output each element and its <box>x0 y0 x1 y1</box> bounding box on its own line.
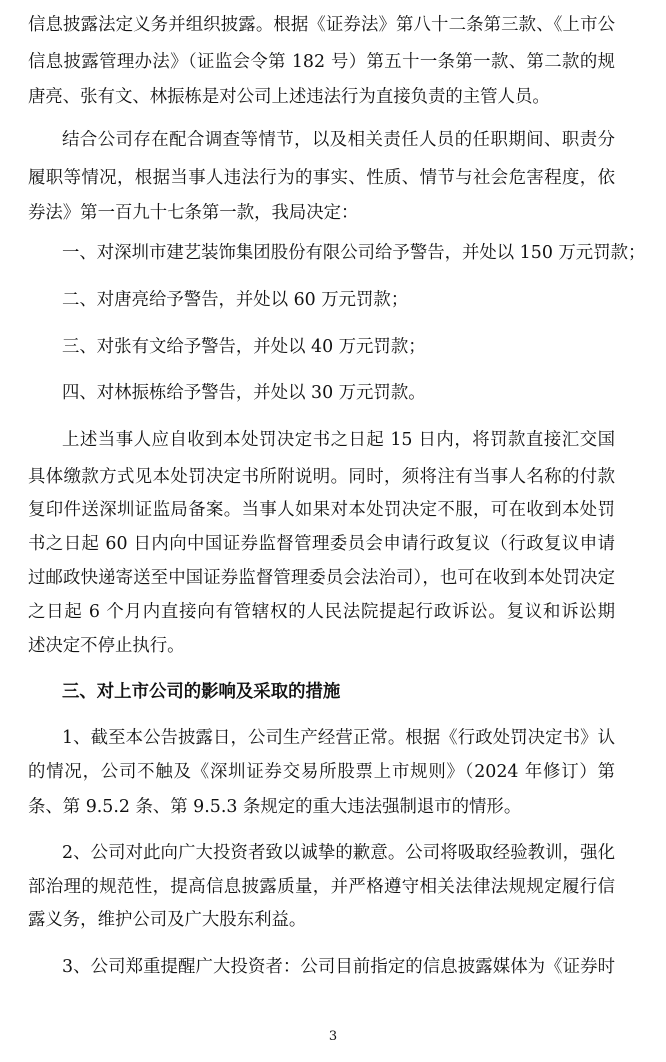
text-line: 信息披露管理办法》（证监会令第 182 号）第五十一条第一款、第二款的规 <box>28 52 615 72</box>
penalty-item: 一、对深圳市建艺装饰集团股份有限公司给予警告，并处以 150 万元罚款； <box>62 243 646 263</box>
text-line: 部治理的规范性，提高信息披露质量，并严格遵守相关法律法规规定履行信 <box>28 877 615 897</box>
penalty-item: 三、对张有文给予警告，并处以 40 万元罚款； <box>62 337 426 357</box>
text-line: 履职等情况，根据当事人违法行为的事实、性质、情节与社会危害程度，依 <box>28 168 615 188</box>
text-line: 之日起 6 个月内直接向有管辖权的人民法院提起行政诉讼。复议和诉讼期 <box>28 602 615 622</box>
text-line: 结合公司存在配合调查等情节，以及相关责任人员的任职期间、职责分 <box>62 130 615 150</box>
text-line: 书之日起 60 日内向中国证券监督管理委员会申请行政复议（行政复议申请 <box>28 534 615 554</box>
text-line: 1、截至本公告披露日，公司生产经营正常。根据《行政处罚决定书》认 <box>62 728 615 748</box>
text-line: 露义务，维护公司及广大股东利益。 <box>28 910 307 930</box>
page-number: 3 <box>328 1029 338 1044</box>
text-line: 券法》第一百九十七条第一款，我局决定： <box>28 203 359 223</box>
text-line: 复印件送深圳证监局备案。当事人如果对本处罚决定不服，可在收到本处罚 <box>28 500 615 520</box>
text-line: 3、公司郑重提醒广大投资者：公司目前指定的信息披露媒体为《证券时 <box>62 957 615 977</box>
text-line: 过邮政快递寄送至中国证券监督管理委员会法治司），也可在收到本处罚决定 <box>28 568 615 588</box>
text-line: 上述当事人应自收到本处罚决定书之日起 15 日内，将罚款直接汇交国 <box>62 430 615 450</box>
section-heading: 三、对上市公司的影响及采取的措施 <box>62 682 341 702</box>
text-line: 条、第 9.5.2 条、第 9.5.3 条规定的重大违法强制退市的情形。 <box>28 797 522 817</box>
text-line: 具体缴款方式见本处罚决定书所附说明。同时，须将注有当事人名称的付款 <box>28 467 615 487</box>
text-line: 述决定不停止执行。 <box>28 636 185 656</box>
penalty-item: 四、对林振栋给予警告，并处以 30 万元罚款。 <box>62 383 426 403</box>
penalty-item: 二、对唐亮给予警告，并处以 60 万元罚款； <box>62 290 409 310</box>
text-line: 唐亮、张有文、林振栋是对公司上述违法行为直接负责的主管人员。 <box>28 87 550 107</box>
text-line: 信息披露法定义务并组织披露。根据《证券法》第八十二条第三款、《上市公 <box>28 15 615 35</box>
text-line: 的情况，公司不触及《深圳证券交易所股票上市规则》（2024 年修订）第 <box>28 762 615 782</box>
text-line: 2、公司对此向广大投资者致以诚挚的歉意。公司将吸取经验教训，强化 <box>62 843 615 863</box>
